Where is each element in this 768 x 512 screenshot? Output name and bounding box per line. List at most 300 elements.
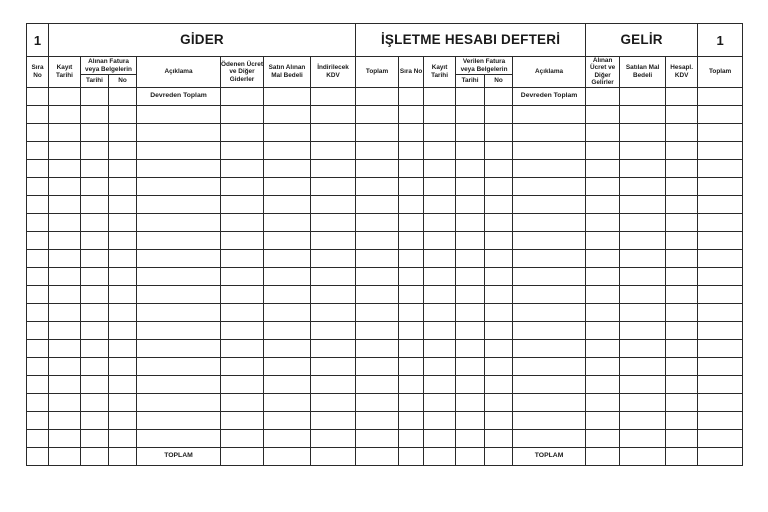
cell — [311, 447, 356, 465]
ledger-cell — [513, 213, 586, 231]
gelir-alinan-ucret-header: Alınan Ücret ve Diğer Gelirler — [586, 57, 620, 88]
ledger-cell — [137, 177, 221, 195]
ledger-cell — [698, 105, 743, 123]
ledger-cell — [81, 267, 109, 285]
ledger-cell — [49, 123, 81, 141]
ledger-cell — [698, 249, 743, 267]
page-number-left: 1 — [27, 24, 49, 57]
ledger-cell — [356, 195, 399, 213]
ledger-cell — [399, 393, 424, 411]
gider-toplam-header: Toplam — [356, 57, 399, 88]
ledger-cell — [586, 231, 620, 249]
ledger-cell — [49, 393, 81, 411]
ledger-cell — [109, 393, 137, 411]
ledger-cell — [456, 267, 485, 285]
ledger-cell — [666, 213, 698, 231]
ledger-cell — [49, 411, 81, 429]
ledger-cell — [513, 141, 586, 159]
ledger-cell — [456, 429, 485, 447]
gelir-title: GELİR — [586, 24, 698, 57]
ledger-cell — [620, 123, 666, 141]
ledger-cell — [485, 249, 513, 267]
ledger-row — [27, 357, 743, 375]
ledger-cell — [311, 375, 356, 393]
ledger-cell — [456, 411, 485, 429]
ledger-cell — [620, 303, 666, 321]
ledger-cell — [27, 285, 49, 303]
ledger-cell — [356, 429, 399, 447]
ledger-cell — [456, 303, 485, 321]
gelir-devreden-toplam: Devreden Toplam — [513, 87, 586, 105]
ledger-cell — [49, 321, 81, 339]
ledger-cell — [485, 321, 513, 339]
ledger-cell — [109, 339, 137, 357]
ledger-cell — [137, 213, 221, 231]
ledger-cell — [424, 267, 456, 285]
ledger-cell — [311, 123, 356, 141]
ledger-cell — [137, 105, 221, 123]
ledger-cell — [666, 429, 698, 447]
ledger-cell — [27, 267, 49, 285]
ledger-cell — [221, 375, 264, 393]
ledger-row — [27, 411, 743, 429]
cell — [81, 87, 109, 105]
ledger-cell — [424, 393, 456, 411]
ledger-cell — [81, 303, 109, 321]
ledger-cell — [356, 213, 399, 231]
ledger-cell — [264, 411, 311, 429]
ledger-cell — [424, 195, 456, 213]
ledger-cell — [109, 411, 137, 429]
ledger-cell — [586, 105, 620, 123]
ledger-cell — [356, 285, 399, 303]
ledger-cell — [666, 231, 698, 249]
ledger-cell — [81, 231, 109, 249]
cell — [424, 447, 456, 465]
ledger-cell — [586, 249, 620, 267]
cell — [49, 87, 81, 105]
ledger-cell — [221, 213, 264, 231]
ledger-cell — [513, 105, 586, 123]
ledger-cell — [666, 393, 698, 411]
cell — [485, 447, 513, 465]
ledger-cell — [109, 123, 137, 141]
ledger-cell — [109, 177, 137, 195]
ledger-cell — [698, 123, 743, 141]
ledger-cell — [424, 177, 456, 195]
ledger-cell — [620, 357, 666, 375]
ledger-cell — [311, 141, 356, 159]
ledger-cell — [81, 123, 109, 141]
ledger-cell — [456, 321, 485, 339]
cell — [698, 447, 743, 465]
ledger-cell — [399, 411, 424, 429]
cell — [698, 87, 743, 105]
ledger-cell — [586, 177, 620, 195]
ledger-cell — [356, 393, 399, 411]
ledger-cell — [698, 357, 743, 375]
gelir-hesapl-kdv-header: Hesapl. KDV — [666, 57, 698, 88]
ledger-cell — [27, 249, 49, 267]
ledger-cell — [356, 141, 399, 159]
ledger-cell — [27, 357, 49, 375]
ledger-cell — [620, 105, 666, 123]
ledger-cell — [311, 105, 356, 123]
ledger-cell — [49, 105, 81, 123]
ledger-cell — [698, 339, 743, 357]
ledger-cell — [399, 105, 424, 123]
ledger-cell — [27, 105, 49, 123]
ledger-cell — [620, 321, 666, 339]
ledger-row — [27, 123, 743, 141]
ledger-cell — [399, 429, 424, 447]
ledger-cell — [513, 123, 586, 141]
ledger-cell — [399, 159, 424, 177]
ledger-cell — [221, 105, 264, 123]
ledger-cell — [356, 177, 399, 195]
ledger-cell — [221, 195, 264, 213]
ledger-cell — [264, 177, 311, 195]
ledger-cell — [264, 159, 311, 177]
title-row — [27, 24, 743, 57]
ledger-cell — [698, 159, 743, 177]
ledger-cell — [221, 231, 264, 249]
ledger-cell — [513, 231, 586, 249]
ledger-cell — [311, 177, 356, 195]
ledger-cell — [264, 285, 311, 303]
ledger-cell — [513, 411, 586, 429]
ledger-cell — [485, 411, 513, 429]
cell — [456, 87, 485, 105]
ledger-cell — [137, 429, 221, 447]
ledger-cell — [698, 177, 743, 195]
ledger-cell — [81, 213, 109, 231]
ledger-cell — [221, 285, 264, 303]
ledger-cell — [356, 339, 399, 357]
ledger-cell — [109, 231, 137, 249]
ledger-cell — [666, 123, 698, 141]
ledger-cell — [221, 411, 264, 429]
ledger-row — [27, 249, 743, 267]
cell — [356, 87, 399, 105]
ledger-cell — [221, 303, 264, 321]
ledger-cell — [456, 393, 485, 411]
ledger-cell — [424, 357, 456, 375]
ledger-cell — [424, 339, 456, 357]
ledger-cell — [264, 303, 311, 321]
ledger-cell — [399, 267, 424, 285]
ledger-cell — [27, 177, 49, 195]
ledger-cell — [513, 375, 586, 393]
ledger-cell — [356, 123, 399, 141]
ledger-cell — [586, 321, 620, 339]
ledger-cell — [586, 159, 620, 177]
ledger-cell — [399, 321, 424, 339]
ledger-cell — [666, 249, 698, 267]
ledger-row — [27, 375, 743, 393]
ledger-cell — [137, 231, 221, 249]
ledger-cell — [485, 393, 513, 411]
cell — [49, 447, 81, 465]
ledger-cell — [666, 303, 698, 321]
ledger-cell — [264, 123, 311, 141]
ledger-cell — [49, 429, 81, 447]
ledger-cell — [311, 285, 356, 303]
ledger-cell — [399, 249, 424, 267]
cell — [485, 87, 513, 105]
ledger-cell — [49, 303, 81, 321]
cell — [399, 447, 424, 465]
gelir-toplam-header: Toplam — [698, 57, 743, 88]
ledger-cell — [485, 357, 513, 375]
ledger-cell — [137, 339, 221, 357]
ledger-cell — [356, 375, 399, 393]
ledger-cell — [311, 303, 356, 321]
ledger-cell — [698, 141, 743, 159]
ledger-cell — [221, 123, 264, 141]
ledger-cell — [109, 267, 137, 285]
cell — [221, 447, 264, 465]
ledger-cell — [485, 231, 513, 249]
ledger-row — [27, 285, 743, 303]
ledger-title: İŞLETME HESABI DEFTERİ — [356, 24, 586, 57]
ledger-cell — [399, 357, 424, 375]
ledger-row — [27, 429, 743, 447]
ledger-cell — [399, 339, 424, 357]
ledger-cell — [620, 429, 666, 447]
ledger-cell — [456, 231, 485, 249]
cell — [620, 87, 666, 105]
ledger-cell — [513, 339, 586, 357]
gider-indirilecek-kdv-header: İndirilecek KDV — [311, 57, 356, 88]
ledger-cell — [109, 141, 137, 159]
ledger-cell — [27, 123, 49, 141]
gelir-sira-no-header: Sıra No — [399, 57, 424, 88]
ledger-cell — [485, 213, 513, 231]
ledger-cell — [513, 357, 586, 375]
ledger-cell — [49, 177, 81, 195]
ledger-cell — [456, 285, 485, 303]
ledger-cell — [399, 375, 424, 393]
ledger-row — [27, 267, 743, 285]
ledger-cell — [666, 321, 698, 339]
ledger-cell — [698, 213, 743, 231]
ledger-cell — [49, 339, 81, 357]
ledger-cell — [311, 195, 356, 213]
ledger-cell — [485, 429, 513, 447]
ledger-cell — [264, 339, 311, 357]
ledger-cell — [620, 267, 666, 285]
cell — [666, 447, 698, 465]
ledger-cell — [27, 411, 49, 429]
ledger-cell — [109, 195, 137, 213]
ledger-row — [27, 177, 743, 195]
ledger-cell — [137, 375, 221, 393]
ledger-cell — [311, 339, 356, 357]
ledger-cell — [27, 303, 49, 321]
ledger-cell — [485, 267, 513, 285]
ledger-cell — [485, 159, 513, 177]
ledger-cell — [456, 375, 485, 393]
ledger-cell — [356, 231, 399, 249]
ledger-cell — [356, 249, 399, 267]
ledger-cell — [666, 375, 698, 393]
ledger-cell — [81, 195, 109, 213]
ledger-cell — [49, 159, 81, 177]
ledger-cell — [698, 429, 743, 447]
ledger-cell — [620, 393, 666, 411]
ledger-cell — [311, 231, 356, 249]
ledger-cell — [513, 285, 586, 303]
ledger-cell — [356, 267, 399, 285]
ledger-cell — [513, 303, 586, 321]
ledger-cell — [456, 213, 485, 231]
ledger-cell — [109, 249, 137, 267]
ledger-cell — [586, 411, 620, 429]
ledger-cell — [264, 105, 311, 123]
ledger-cell — [424, 213, 456, 231]
gider-satin-alinan-header: Satın Alınan Mal Bedeli — [264, 57, 311, 88]
ledger-cell — [513, 321, 586, 339]
ledger-cell — [137, 159, 221, 177]
ledger-cell — [264, 213, 311, 231]
ledger-cell — [27, 231, 49, 249]
gelir-aciklama-header: Açıklama — [513, 57, 586, 88]
gelir-tarihi-header: Tarihi — [456, 75, 485, 87]
ledger-cell — [399, 141, 424, 159]
ledger-cell — [698, 195, 743, 213]
cell — [666, 87, 698, 105]
ledger-cell — [456, 105, 485, 123]
ledger-cell — [221, 429, 264, 447]
ledger-cell — [399, 213, 424, 231]
ledger-cell — [666, 105, 698, 123]
ledger-row — [27, 321, 743, 339]
ledger-cell — [311, 267, 356, 285]
ledger-cell — [424, 285, 456, 303]
ledger-cell — [264, 267, 311, 285]
cell — [109, 447, 137, 465]
ledger-cell — [137, 411, 221, 429]
ledger-cell — [81, 105, 109, 123]
ledger-cell — [399, 195, 424, 213]
ledger-cell — [620, 177, 666, 195]
ledger-cell — [81, 249, 109, 267]
ledger-cell — [27, 195, 49, 213]
ledger-cell — [311, 429, 356, 447]
ledger-cell — [666, 159, 698, 177]
ledger-cell — [513, 429, 586, 447]
cell — [311, 87, 356, 105]
ledger-cell — [586, 303, 620, 321]
ledger-row — [27, 213, 743, 231]
ledger-cell — [109, 159, 137, 177]
ledger-cell — [424, 303, 456, 321]
ledger-cell — [137, 195, 221, 213]
ledger-cell — [424, 123, 456, 141]
ledger-cell — [356, 411, 399, 429]
ledger-cell — [27, 213, 49, 231]
ledger-cell — [666, 177, 698, 195]
gider-odenen-ucret-header: Ödenen Ücret ve Diğer Giderler — [221, 57, 264, 88]
ledger-cell — [424, 321, 456, 339]
ledger-cell — [586, 375, 620, 393]
gider-sira-no-header: Sıra No — [27, 57, 49, 88]
ledger-cell — [586, 267, 620, 285]
ledger-cell — [264, 249, 311, 267]
ledger-cell — [698, 411, 743, 429]
ledger-cell — [666, 141, 698, 159]
gider-devreden-toplam: Devreden Toplam — [137, 87, 221, 105]
ledger-cell — [698, 231, 743, 249]
ledger-cell — [81, 159, 109, 177]
ledger-cell — [109, 213, 137, 231]
ledger-cell — [81, 411, 109, 429]
cell — [221, 87, 264, 105]
ledger-cell — [137, 285, 221, 303]
gelir-verilen-fatura-header: Verilen Fatura veya Belgelerin — [456, 57, 513, 75]
ledger-cell — [49, 357, 81, 375]
ledger-cell — [49, 285, 81, 303]
ledger-cell — [49, 195, 81, 213]
ledger-cell — [666, 411, 698, 429]
cell — [27, 447, 49, 465]
ledger-row — [27, 231, 743, 249]
cell — [399, 87, 424, 105]
ledger-cell — [424, 159, 456, 177]
cell — [264, 87, 311, 105]
ledger-cell — [586, 123, 620, 141]
cell — [356, 447, 399, 465]
ledger-cell — [485, 105, 513, 123]
ledger-cell — [264, 195, 311, 213]
cell — [264, 447, 311, 465]
ledger-cell — [586, 195, 620, 213]
ledger-cell — [424, 429, 456, 447]
ledger-cell — [109, 285, 137, 303]
gider-alinan-fatura-header: Alınan Fatura veya Belgelerin — [81, 57, 137, 75]
ledger-cell — [27, 321, 49, 339]
ledger-cell — [698, 285, 743, 303]
ledger-cell — [221, 393, 264, 411]
ledger-cell — [27, 159, 49, 177]
ledger-cell — [221, 321, 264, 339]
ledger-cell — [456, 195, 485, 213]
ledger-cell — [49, 231, 81, 249]
ledger-cell — [311, 393, 356, 411]
ledger-cell — [698, 267, 743, 285]
ledger-cell — [81, 339, 109, 357]
ledger-row — [27, 141, 743, 159]
ledger-cell — [666, 195, 698, 213]
ledger-cell — [586, 285, 620, 303]
ledger-cell — [513, 249, 586, 267]
ledger-cell — [666, 357, 698, 375]
ledger-table — [26, 23, 743, 466]
cell — [424, 87, 456, 105]
ledger-cell — [356, 357, 399, 375]
ledger-cell — [81, 177, 109, 195]
ledger-cell — [485, 123, 513, 141]
ledger-cell — [513, 195, 586, 213]
ledger-cell — [264, 429, 311, 447]
cell — [109, 87, 137, 105]
ledger-cell — [424, 249, 456, 267]
ledger-cell — [356, 105, 399, 123]
ledger-cell — [81, 375, 109, 393]
ledger-cell — [27, 429, 49, 447]
ledger-cell — [513, 267, 586, 285]
